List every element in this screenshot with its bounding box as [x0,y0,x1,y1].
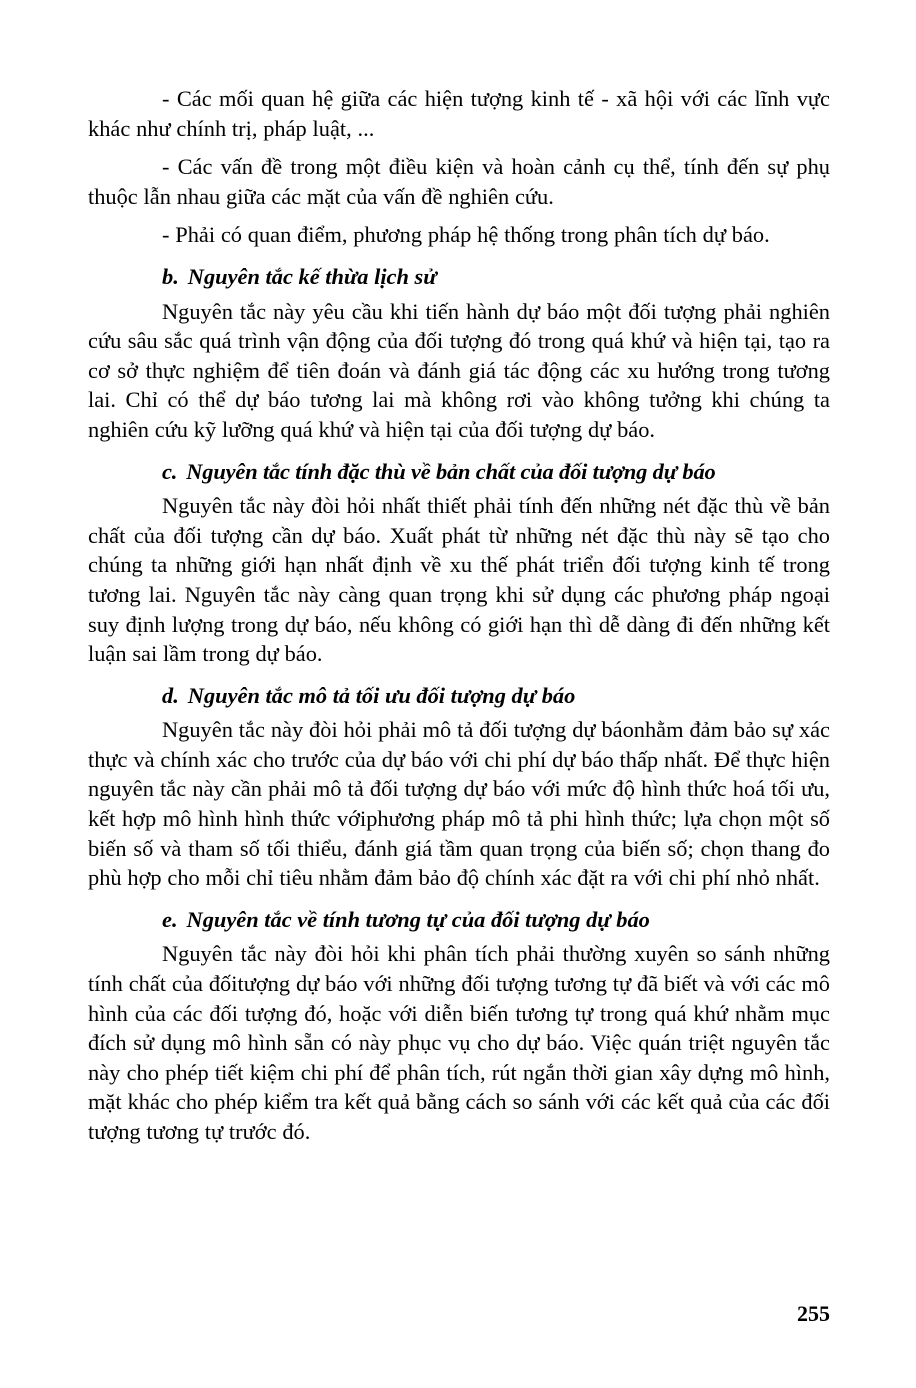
heading-e-marker: e. [162,906,178,932]
heading-e-label: Nguyên tắc về tính tương tự của đối tượng dự báo [186,906,650,932]
paragraph-c-body: Nguyên tắc này đòi hỏi nhất thiết phải tính đến những nét đặc thù về bản chất của đối tượng cần dự báo. Xuất phát từ những nét đặc thù này sẽ tạo cho chúng ta những giới hạn nhất định về xu thế phát triển đối tượng kinh tế trong tương lai. Nguyên tắc này càng quan trọng khi sử dụng các phương pháp ngoại suy định lượng trong dự báo, nếu không có giới hạn thì dễ dàng đi đến những kết luận sai lầm trong dự báo. [88,493,830,667]
bullet-paragraph-2: - Các vấn đề trong một điều kiện và hoàn cảnh cụ thể, tính đến sự phụ thuộc lẫn nhau giữa các mặt của vấn đề nghiên cứu. [88,154,830,209]
heading-d-marker: d. [162,682,179,708]
paragraph-b-body: Nguyên tắc này yêu cầu khi tiến hành dự báo một đối tượng phải nghiên cứu sâu sắc quá trình vận động của đối tượng đó trong quá khứ và hiện tại, tạo ra cơ sở thực nghiệm để tiên đoán và đánh giá tác động các xu hướng trong tương lai. Chỉ có thể dự báo tương lai mà không rơi vào không tưởng khi chúng ta nghiên cứu kỹ lưỡng quá khứ và hiện tại của đối tượng dự báo. [88,298,830,442]
heading-d [88,681,830,711]
heading-b-label: Nguyên tắc kế thừa lịch sử [187,263,437,289]
bullet-paragraph-1: - Các mối quan hệ giữa các hiện tượng kinh tế - xã hội với các lĩnh vực khác như chính trị, pháp luật, ... [88,86,830,141]
heading-b [88,262,830,292]
page-text-body [88,84,830,1147]
heading-c-marker: c. [162,458,178,484]
heading-b-marker: b. [162,263,179,289]
page-number: 255 [797,1301,830,1326]
bullet-paragraph-3: - Phải có quan điểm, phương pháp hệ thống trong phân tích dự báo. [162,222,770,248]
heading-d-label: Nguyên tắc mô tả tối ưu đối tượng dự báo [187,682,576,708]
heading-c-label: Nguyên tắc tính đặc thù về bản chất của đối tượng dự báo [186,458,716,484]
paragraph-d-body: Nguyên tắc này đòi hỏi phải mô tả đối tượng dự báonhằm đảm bảo sự xác thực và chính xác cho trước của dự báo với chi phí dự báo thấp nhất. Để thực hiện nguyên tắc này cần phải mô tả đối tượng dự báo với mức độ hình thức hoá tối ưu, kết hợp mô hình hình thức vớiphương pháp mô tả phi hình thức; lựa chọn một số biến số và tham số tối thiểu, đánh giá tầm quan trọng của biến số; chọn thang đo phù hợp cho mỗi chỉ tiêu nhằm đảm bảo độ chính xác đặt ra với chi phí nhỏ nhất. [88,717,830,891]
paragraph-e-body: Nguyên tắc này đòi hỏi khi phân tích phải thường xuyên so sánh những tính chất của đốitượng dự báo với những đối tượng tương tự đã biết và với các mô hình của các đối tượng đó, hoặc với diễn biến tương tự trong quá khứ nhằm mục đích sử dụng mô hình sẵn có này phục vụ cho dự báo. Việc quán triệt nguyên tắc này cho phép tiết kiệm chi phí để phân tích, rút ngắn thời gian xây dựng mô hình, mặt khác cho phép kiểm tra kết quả bằng cách so sánh với các kết quả của các đối tượng tương tự trước đó. [88,941,830,1144]
heading-c [88,457,830,487]
heading-e [88,905,830,935]
